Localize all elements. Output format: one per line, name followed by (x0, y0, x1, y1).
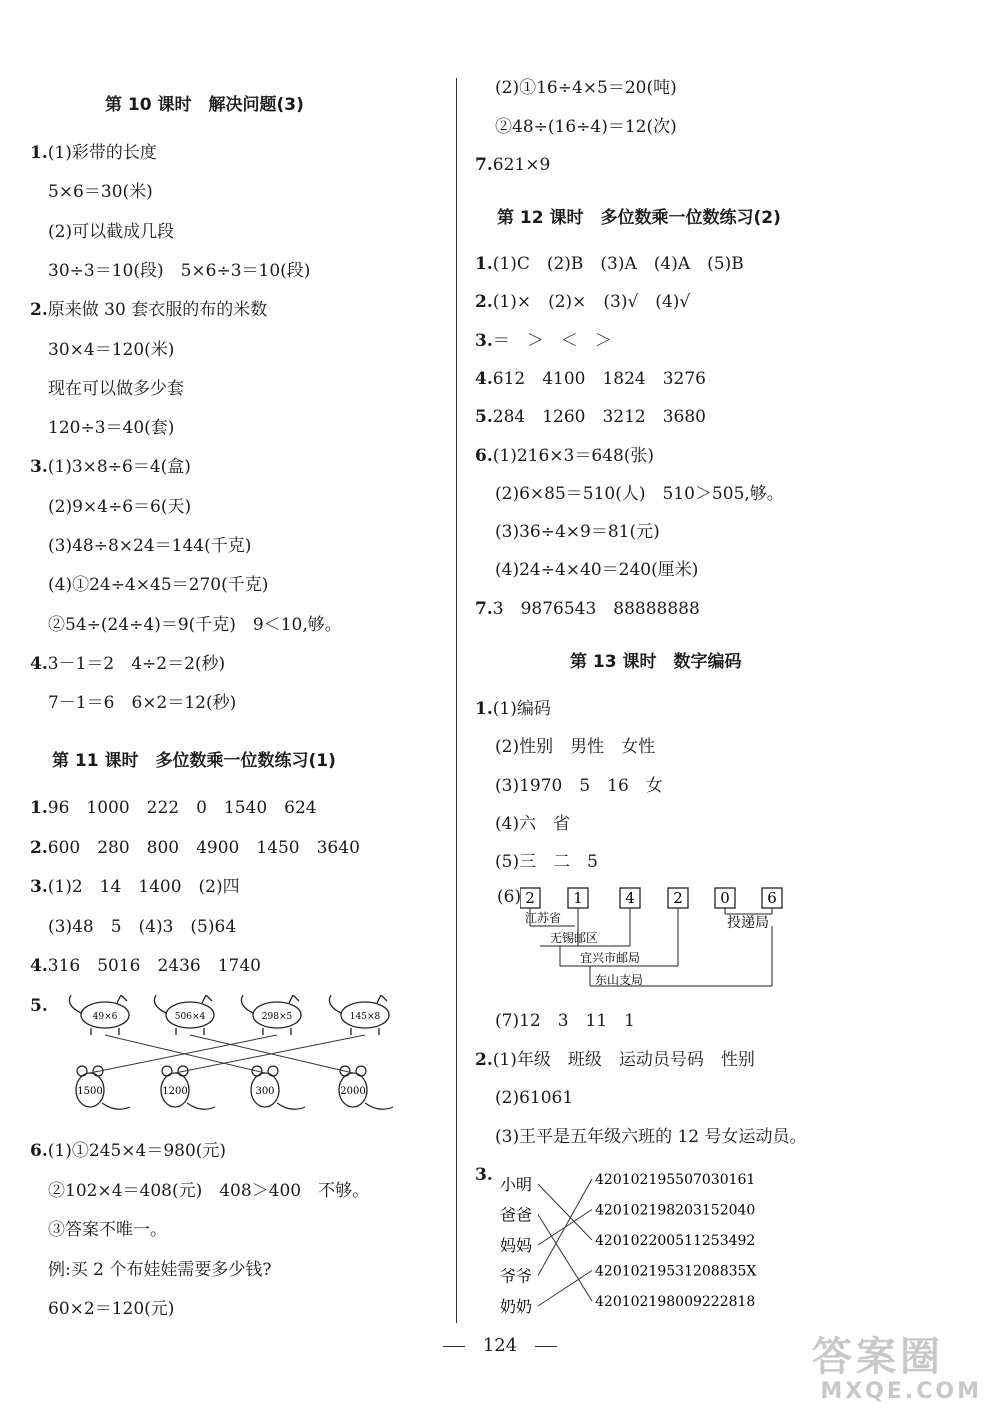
answer-text: 316 5016 2436 1740 (47, 956, 261, 976)
answer-text: (1)2 14 1400 (2)四 (47, 877, 240, 897)
answer-text: 284 1260 3212 3680 (492, 407, 706, 428)
answer-line (495, 77, 677, 99)
question-number: 3. (30, 877, 48, 897)
answer-line (48, 496, 191, 518)
answer-text: (1)彩带的长度 (47, 143, 157, 163)
answer-line (48, 614, 342, 636)
cat-label: 145×8 (349, 1012, 381, 1022)
answer-line (48, 1180, 369, 1202)
answer-line (475, 330, 612, 352)
answer-text: (5)三 二 5 (495, 852, 598, 873)
answer-text: 3－1＝2 4÷2＝2(秒) (47, 653, 226, 674)
question-number: 3. (30, 457, 48, 478)
answer-text: (3)48÷8×24＝144(千克) (48, 536, 252, 556)
question-number: 1. (30, 143, 48, 163)
question-number: 2. (475, 292, 493, 313)
answer-line (30, 797, 317, 819)
watermark-top: 答案圈 (812, 1334, 944, 1380)
answer-text: (4)六 省 (495, 813, 571, 834)
family-name: 小明 (500, 1175, 533, 1194)
answer-text: 7－1＝6 6×2＝12(秒) (48, 693, 237, 714)
postal-label: 无锡邮区 (550, 931, 599, 945)
answer-line (475, 1049, 755, 1071)
id-number: 420102198203152040 (595, 1202, 756, 1219)
answer-line (30, 142, 157, 164)
answer-line (48, 574, 268, 596)
answer-line (475, 1164, 493, 1186)
answer-text: ③答案不唯一。 (48, 1220, 167, 1240)
question-number: 4. (475, 368, 493, 389)
answer-line (495, 813, 570, 835)
answer-line (495, 116, 677, 138)
answer-text: (1)编码 (492, 699, 551, 719)
question-number: 7. (475, 155, 493, 175)
answer-line (475, 253, 744, 275)
answer-line (495, 559, 698, 581)
answer-line (495, 736, 655, 758)
answer-text: 例:买 2 个布娃娃需要多少钱? (48, 1259, 272, 1280)
q6-postal-diagram (520, 880, 810, 1000)
digit: 6 (767, 889, 777, 907)
answer-text: (7)12 3 11 1 (495, 1011, 635, 1031)
answer-text: ＝ ＞ ＜ ＞ (492, 330, 612, 351)
deliver-label: 投递局 (727, 915, 769, 931)
cat-icon (329, 995, 389, 1035)
question-number: 6. (30, 1141, 48, 1161)
match-line (538, 1184, 592, 1240)
lesson11-title: 第 11 课时 多位数乘一位数练习(1) (52, 751, 336, 771)
answer-text: (4)24÷4×40＝240(厘米) (495, 560, 699, 581)
answer-line (475, 598, 700, 620)
question-number: 6. (475, 445, 493, 466)
id-number: 42010219531208835X (595, 1263, 757, 1280)
digit: 2 (525, 889, 535, 907)
answer-text: (3)36÷4×9＝81(元) (495, 522, 660, 543)
question-number: 1. (475, 699, 493, 719)
answer-line (475, 698, 551, 720)
digit: 4 (625, 889, 635, 907)
q6-prefix: (6) (497, 887, 522, 907)
digit: 0 (720, 889, 730, 907)
family-name: 妈妈 (500, 1236, 533, 1255)
answer-line (48, 417, 174, 439)
answer-text: (2)6×85＝510(人) 510＞505,够。 (495, 483, 784, 504)
answer-text: (2)性别 男性 女性 (495, 737, 656, 758)
mouse-icon (251, 1066, 305, 1109)
cat-label: 49×6 (92, 1012, 118, 1022)
answer-line (495, 1126, 807, 1148)
watermark-bottom: MXQE.COM (820, 1379, 982, 1404)
cat-icon (241, 995, 301, 1035)
answer-line (48, 1298, 174, 1320)
answer-line (30, 653, 225, 675)
question-number: 1. (475, 254, 493, 274)
answer-text: (1)× (2)× (3)√ (4)√ (492, 292, 691, 313)
answer-text: (2)9×4÷6＝6(天) (48, 496, 192, 517)
answer-line (475, 154, 550, 176)
id-number: 420102200511253492 (595, 1233, 756, 1249)
answer-line (495, 775, 663, 797)
answer-line (495, 851, 598, 873)
footer-dash-left (443, 1346, 465, 1347)
answer-text: 612 4100 1824 3276 (492, 368, 706, 389)
answer-line (30, 456, 191, 478)
answer-line (48, 1259, 271, 1281)
answer-line (495, 521, 660, 543)
answer-text: 60×2＝120(元) (48, 1299, 175, 1319)
family-name: 爷爷 (500, 1266, 533, 1286)
answer-text: 30×4＝120(米) (48, 339, 175, 360)
answer-line (30, 955, 261, 977)
answer-text: (1)年级 班级 运动员号码 性别 (492, 1049, 755, 1070)
question-number: 2. (475, 1049, 493, 1070)
postal-label: 宜兴市邮局 (580, 951, 641, 965)
answer-line (48, 181, 153, 203)
answer-line (475, 291, 690, 313)
answer-text: 现在可以做多少套 (48, 378, 184, 399)
id-number: 420102198009222818 (595, 1294, 756, 1310)
answer-text: 5×6＝30(米) (48, 182, 153, 203)
answer-text: (3)1970 5 16 女 (495, 775, 663, 796)
mouse-icon (76, 1066, 130, 1109)
family-name: 奶奶 (500, 1297, 533, 1316)
answer-line (48, 221, 174, 243)
mouse-label: 2000 (340, 1086, 366, 1097)
answer-text: (1)3×8÷6＝4(盒) (47, 457, 191, 478)
answer-line (48, 535, 251, 557)
answer-text: 原来做 30 套衣服的布的米数 (47, 300, 268, 321)
cat-label: 506×4 (174, 1012, 206, 1022)
answer-text: 120÷3＝40(套) (48, 418, 175, 439)
watermark-logo (812, 1335, 982, 1410)
footer-dash-right (535, 1346, 557, 1347)
answer-text: (2)可以截成几段 (48, 221, 175, 242)
answer-text: 621×9 (492, 155, 551, 175)
postal-label: 东山支局 (595, 973, 644, 987)
answer-line (30, 876, 240, 898)
answer-line (30, 1140, 226, 1162)
q3-id-matching (500, 1168, 800, 1318)
question-number: 1. (30, 798, 48, 818)
answer-text: 3 9876543 88888888 (492, 598, 700, 619)
lesson12-title: 第 12 课时 多位数乘一位数练习(2) (497, 208, 781, 228)
answer-text: (1)216×3＝648(张) (492, 445, 655, 466)
question-number: 2. (30, 837, 48, 858)
mouse-icon (339, 1066, 393, 1109)
mouse-label: 1500 (77, 1086, 103, 1097)
mouse-icon (161, 1066, 215, 1109)
id-number: 420102195507030161 (595, 1172, 756, 1188)
answer-line (495, 1010, 635, 1032)
question-number: 2. (30, 300, 48, 321)
question-number: 4. (30, 653, 48, 674)
answer-text: (1)①245×4＝980(元) (47, 1141, 227, 1161)
answer-text: ②48÷(16÷4)＝12(次) (495, 116, 677, 137)
postal-label: 江苏省 (525, 911, 562, 925)
family-name: 爸爸 (500, 1205, 533, 1225)
cat-label: 298×5 (261, 1012, 293, 1022)
answer-line (48, 378, 184, 400)
answer-text: 600 280 800 4900 1450 3640 (47, 837, 360, 858)
answer-line (495, 1087, 573, 1109)
question-number: 4. (30, 956, 48, 976)
answer-line (475, 368, 706, 390)
cat-icon (69, 995, 129, 1035)
column-divider (456, 78, 457, 1323)
q5-matching-figure (55, 995, 415, 1120)
answer-line (48, 692, 236, 714)
digit: 2 (673, 889, 683, 907)
answer-text: (3)王平是五年级六班的 12 号女运动员。 (495, 1126, 807, 1147)
answer-text: ②54÷(24÷4)＝9(千克) 9＜10,够。 (48, 614, 342, 635)
answer-line (495, 483, 784, 505)
answer-line (475, 445, 654, 467)
answer-line (30, 837, 360, 859)
answer-line (475, 406, 706, 428)
mouse-label: 1200 (162, 1086, 188, 1097)
answer-text: (3)48 5 (4)3 (5)64 (48, 916, 237, 937)
lesson10-title: 第 10 课时 解决问题(3) (105, 95, 304, 115)
answer-text: (4)①24÷4×45＝270(千克) (48, 575, 269, 596)
answer-text: ②102×4＝408(元) 408＞400 不够。 (48, 1180, 370, 1201)
answer-line (48, 1219, 167, 1241)
lesson13-title: 第 13 课时 数字编码 (570, 652, 742, 672)
question-number: 5. (475, 407, 493, 428)
answer-line (48, 916, 236, 938)
answer-line (30, 995, 48, 1017)
answer-text: 96 1000 222 0 1540 624 (47, 798, 317, 818)
match-line (90, 1035, 277, 1073)
digit: 1 (573, 889, 583, 907)
answer-text: (2)①16÷4×5＝20(吨) (495, 78, 677, 98)
question-number: 7. (475, 598, 493, 619)
question-number: 3. (475, 1165, 493, 1185)
answer-line (48, 260, 310, 282)
page-number: 124 (482, 1335, 518, 1356)
answer-text: (1)C (2)B (3)A (4)A (5)B (492, 254, 744, 274)
answer-text: 30÷3＝10(段) 5×6÷3＝10(段) (48, 260, 311, 281)
question-number: 5. (30, 995, 48, 1016)
answer-text: (2)61061 (495, 1088, 574, 1108)
question-number: 3. (475, 330, 493, 351)
answer-line (48, 339, 174, 361)
cat-icon (154, 995, 214, 1035)
answer-line (30, 299, 267, 321)
mouse-label: 300 (255, 1086, 275, 1097)
